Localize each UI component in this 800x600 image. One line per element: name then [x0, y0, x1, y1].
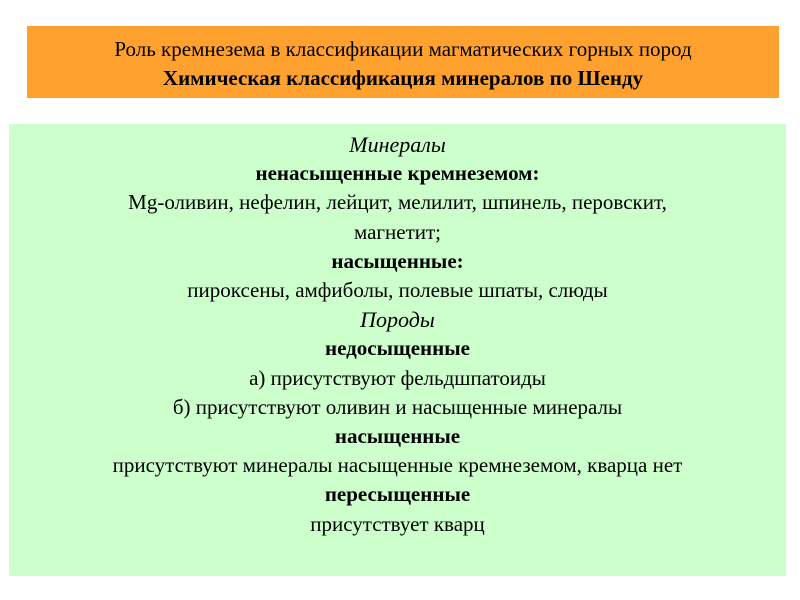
undersaturated-minerals-list-line-2: магнетит;	[353, 219, 442, 244]
undersaturated-rocks-label: недосыщенные	[325, 336, 470, 361]
saturated-rocks-label: насыщенные	[334, 424, 461, 449]
oversaturated-rocks-text: присутствует кварц	[310, 511, 485, 536]
slide-subtitle: Химическая классификация минералов по Шенду	[162, 66, 644, 90]
content-box	[9, 124, 786, 576]
slide-title: Роль кремнезема в классификации магматических горных пород	[114, 37, 692, 61]
saturated-minerals-label: насыщенные:	[331, 248, 464, 273]
undersaturated-rocks-item-a: а) присутствуют фельдшпатоиды	[249, 365, 546, 390]
minerals-heading: Минералы	[349, 132, 446, 157]
oversaturated-rocks-label: пересыщенные	[324, 482, 471, 507]
saturated-rocks-text: присутствуют минералы насыщенные кремнеземом, кварца нет	[112, 453, 683, 478]
undersaturated-rocks-item-b: б) присутствуют оливин и насыщенные минералы	[172, 394, 623, 419]
undersaturated-minerals-label: ненасыщенные кремнеземом:	[255, 161, 540, 186]
title-box	[27, 26, 779, 98]
saturated-minerals-list: пироксены, амфиболы, полевые шпаты, слюды	[187, 278, 608, 303]
undersaturated-minerals-list-line-1: Mg-оливин, нефелин, лейцит, мелилит, шпинель, перовскит,	[128, 190, 667, 215]
rocks-heading: Породы	[360, 307, 435, 333]
